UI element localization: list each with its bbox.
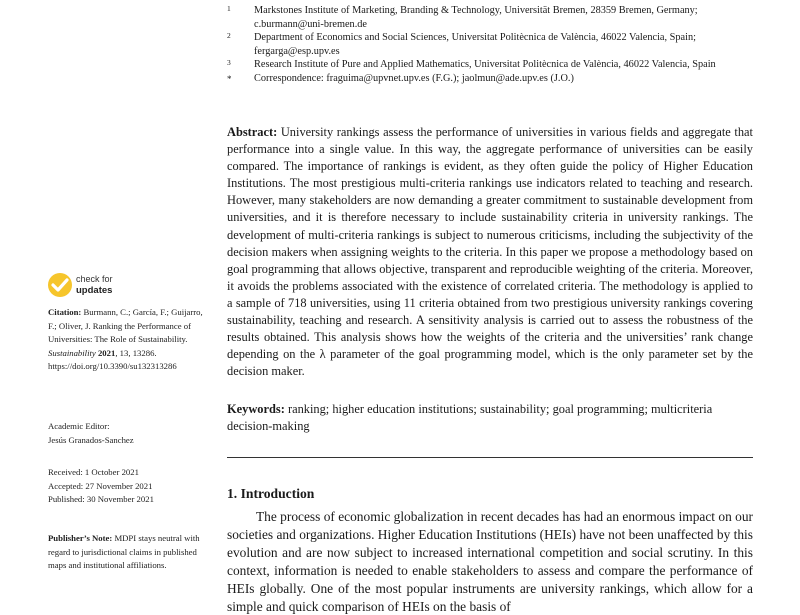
keywords-label: Keywords: bbox=[227, 402, 285, 416]
abstract-text: University rankings assess the performance of universities in various fields and aggregate that performance into a single value. In this way, the aggregate performance of universities can be easily compared. The importance of rankings is evident, as they often guide the policy of Higher Education Institutions. The most prestigious multi-criteria rankings use indicators related to teaching and research. However, many stakeholders are now demanding a greater commitment to sustainable development from universities, and it is therefore necessary to include sustainability criteria in university rankings. The development of multi-criteria rankings is subject to numerous criticisms, including the subjectivity of the decision makers when assigning weights to the criteria. In this paper we propose a methodology based on goal programming that allows objective, transparent and reproducible weighting of the criteria. Moreover, it avoids the problems associated with the existence of correlated criteria. The methodology is applied to a sample of 718 universities, using 11 criteria obtained from two prestigious university rankings covering sustainability, teaching and research. A sensitivity analysis is carried out to assess the robustness of the results obtained. This analysis shows how the weights of the criteria and the universities’ rank change depending on the λ parameter of the goal programming model, which is the only parameter set by the decision maker. bbox=[227, 125, 753, 379]
introduction-paragraph: The process of economic globalization in recent decades has had an enormous impact on our societies and organizations. Higher Education Institutions (HEIs) have not been unaffected by this evolution and are now subject to increased international competition and social scrutiny. In this context, information is needed to enable stakeholders to assess and compare the performance of HEIs globally. One of the most popular instruments are university rankings, which allow for a simple and quick comparison of HEIs on the basis of bbox=[227, 509, 753, 614]
affiliation-text: Markstones Institute of Marketing, Branding & Technology, Universität Bremen, 28359 Bremen, Germany; c.burmann@uni-bremen.de bbox=[254, 5, 698, 30]
check-for-updates-button[interactable] bbox=[48, 273, 168, 299]
correspondence-marker: * bbox=[227, 73, 232, 84]
academic-editor-block bbox=[48, 420, 206, 447]
publisher-note-text: MDPI stays neutral with regard to jurisdictional claims in published maps and institutional affiliations. bbox=[48, 533, 200, 571]
publisher-note bbox=[48, 532, 206, 573]
affiliations-list bbox=[227, 4, 767, 85]
abstract bbox=[227, 124, 753, 380]
checkmark-badge-icon bbox=[48, 273, 72, 297]
citation-doi-link[interactable]: https://doi.org/10.3390/su132313286 bbox=[48, 361, 177, 372]
affiliation-2 bbox=[227, 31, 767, 58]
citation-year: 2021 bbox=[97, 347, 116, 358]
section-divider bbox=[227, 457, 753, 458]
citation-text: Burmann, C.; García, F.; Guijarro, F.; Oliver, J. Ranking the Performance of Universities: The Role of Sustainability. bbox=[48, 307, 203, 345]
affiliation-marker: 1 bbox=[227, 4, 231, 13]
citation-volume: , 13, 13286. bbox=[115, 347, 157, 358]
citation-journal: Sustainability bbox=[48, 347, 96, 358]
affiliation-marker: 2 bbox=[227, 31, 231, 40]
affiliation-1 bbox=[227, 4, 767, 31]
dates-block bbox=[48, 466, 206, 507]
publisher-note-label: Publisher’s Note: bbox=[48, 533, 113, 543]
keywords-text: ranking; higher education institutions; sustainability; goal programming; multicriteria decision-making bbox=[227, 402, 713, 434]
section-heading-introduction: 1. Introduction bbox=[227, 486, 315, 501]
accepted-date: Accepted: 27 November 2021 bbox=[48, 480, 153, 491]
affiliation-3 bbox=[227, 58, 767, 72]
academic-editor-name: Jesús Granados-Sanchez bbox=[48, 434, 134, 445]
citation-label: Citation: bbox=[48, 307, 82, 317]
citation-block bbox=[48, 306, 206, 374]
published-date: Published: 30 November 2021 bbox=[48, 494, 154, 505]
correspondence bbox=[227, 72, 767, 86]
correspondence-text: Correspondence: fraguima@upvnet.upv.es (F.G.); jaolmun@ade.upv.es (J.O.) bbox=[254, 72, 574, 84]
affiliation-text: Research Institute of Pure and Applied Mathematics, Universitat Politècnica de València, 46022 Valencia, Spain bbox=[254, 59, 716, 70]
received-date: Received: 1 October 2021 bbox=[48, 467, 139, 477]
affiliation-marker: 3 bbox=[227, 58, 231, 67]
updates-label: updates bbox=[76, 285, 113, 296]
abstract-label: Abstract: bbox=[227, 125, 278, 139]
check-for-label: check for bbox=[76, 274, 113, 284]
affiliation-text: Department of Economics and Social Sciences, Universitat Politècnica de València, 46022 Valencia, Spain; fergarga@esp.upv.es bbox=[254, 32, 696, 57]
academic-editor-label: Academic Editor: bbox=[48, 421, 110, 431]
keywords bbox=[227, 401, 753, 435]
